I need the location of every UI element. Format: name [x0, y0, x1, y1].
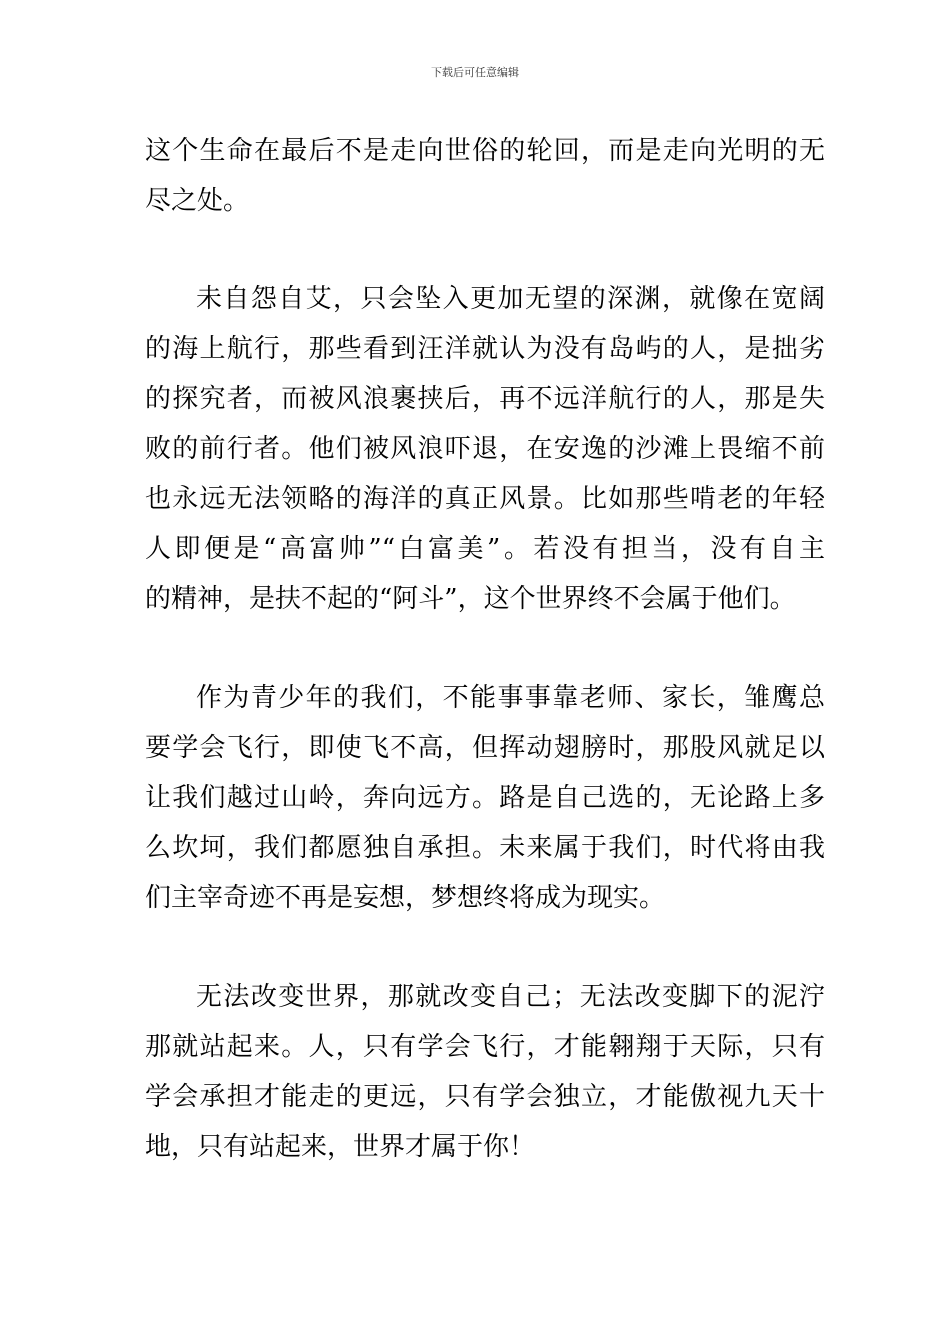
text-line: 作为青少年的我们，不能事事靠老师、家长，雏鹰总 [196, 683, 825, 713]
text-line: 们主宰奇迹不再是妄想，梦想终将成为现实。 [145, 883, 666, 913]
text-line: 让我们越过山岭，奔向远方。路是自己选的，无论路上多 [145, 783, 825, 813]
page-header: 下载后可任意编辑 [431, 66, 519, 79]
text-line: 的海上航行，那些看到汪洋就认为没有岛屿的人，是拙劣 [145, 334, 825, 364]
text-line: 败的前行者。他们被风浪吓退，在安逸的沙滩上畏缩不前 [145, 434, 825, 464]
text-line: 人即便是“高富帅”“白富美”。若没有担当，没有自主 [145, 534, 825, 564]
text-line: 也永远无法领略的海洋的真正风景。比如那些啃老的年轻 [145, 484, 825, 514]
text-line: 么坎坷，我们都愿独自承担。未来属于我们，时代将由我 [145, 833, 825, 863]
text-line: 这个生命在最后不是走向世俗的轮回，而是走向光明的无 [145, 136, 825, 166]
text-line: 要学会飞行，即使飞不高，但挥动翅膀时，那股风就足以 [145, 733, 825, 763]
text-line: 地，只有站起来，世界才属于你！ [145, 1132, 536, 1162]
text-line: 的探究者，而被风浪裹挟后，再不远洋航行的人，那是失 [145, 384, 825, 414]
text-line: 尽之处。 [145, 186, 250, 216]
text-line: 学会承担才能走的更远，只有学会独立，才能傲视九天十 [145, 1082, 825, 1112]
text-line: 的精神，是扶不起的“阿斗”，这个世界终不会属于他们。 [145, 584, 796, 614]
text-line: 无法改变世界，那就改变自己；无法改变脚下的泥泞 [196, 982, 825, 1012]
text-line: 未自怨自艾，只会坠入更加无望的深渊，就像在宽阔 [196, 284, 825, 314]
text-line: 那就站起来。人，只有学会飞行，才能翱翔于天际，只有 [145, 1032, 825, 1062]
